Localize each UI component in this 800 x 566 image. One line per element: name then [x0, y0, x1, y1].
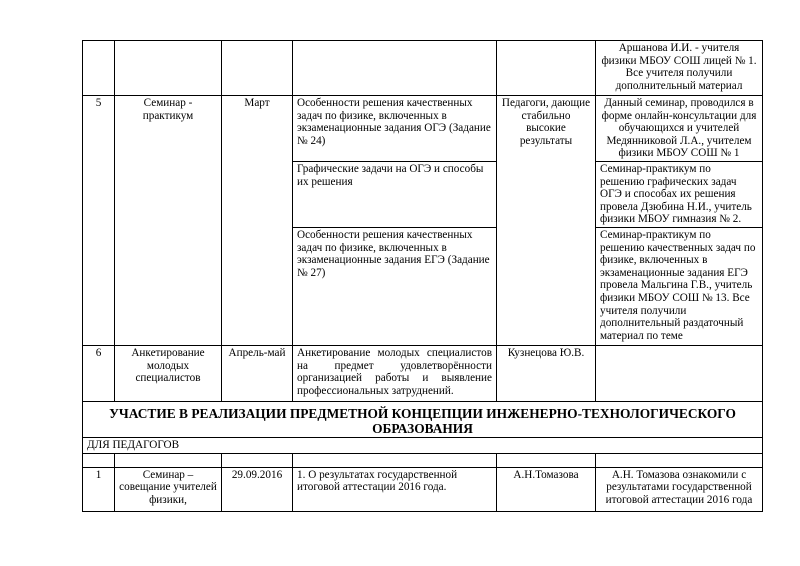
cell-responsible: [497, 41, 596, 96]
cell-topic: [293, 453, 497, 467]
cell-responsible: [497, 453, 596, 467]
cell-form: [115, 41, 222, 96]
cell-date: Апрель-май: [222, 345, 293, 401]
cell-result: [596, 345, 763, 401]
cell-date: Март: [222, 96, 293, 346]
cell-form: [115, 453, 222, 467]
cell-date: 29.09.2016: [222, 467, 293, 511]
cell-form: Анкетирование молодых специалистов: [115, 345, 222, 401]
cell-topic: 1. О результатах государственной итоговой аттестации 2016 года.: [293, 467, 497, 511]
section-heading-row: [83, 401, 763, 437]
cell-responsible: Кузнецова Ю.В.: [497, 345, 596, 401]
table-row: [83, 345, 763, 401]
table-row: [83, 41, 763, 96]
cell-num: 6: [83, 345, 115, 401]
cell-form: Семинар – совещание учителей физики,: [115, 467, 222, 511]
cell-result: А.Н. Томазова ознакомили с результатами государственной итоговой аттестации 2016 года: [596, 467, 763, 511]
events-table: [82, 40, 763, 512]
cell-result: Семинар-практикум по решению графических задач ОГЭ и способах их решения провела Дзюбина Н.И., учитель физики МБОУ гимназия № 2.: [596, 161, 763, 227]
cell-topic: Графические задачи на ОГЭ и способы их решения: [293, 161, 497, 227]
cell-topic: Анкетирование молодых специалистов на предмет удовлетворённости организацией работы и выявление профессиональных затруднений.: [293, 345, 497, 401]
cell-result: Данный семинар, проводился в форме онлайн-консультации для обучающихся и учителей Медянниковой Л.А., учителем физики МБОУ СОШ № 1: [596, 96, 763, 162]
cell-date: [222, 41, 293, 96]
cell-form: Семинар - практикум: [115, 96, 222, 346]
cell-topic: [293, 41, 497, 96]
cell-topic: Особенности решения качественных задач по физике, включенных в экзаменационные задания ЕГЭ (Задание № 27): [293, 227, 497, 345]
cell-responsible: Педагоги, дающие стабильно высокие результаты: [497, 96, 596, 346]
cell-topic: Особенности решения качественных задач по физике, включенных в экзаменационные задания ОГЭ (Задание № 24): [293, 96, 497, 162]
table-row: [83, 96, 763, 162]
cell-date: [222, 453, 293, 467]
cell-result: Семинар-практикум по решению качественных задач по физике, включенных в экзаменационные задания ЕГЭ провела Мальгина Г.В., учитель физики МБОУ СОШ № 13. Все учителя получили дополнительный раздаточный материал по теме: [596, 227, 763, 345]
cell-num: [83, 453, 115, 467]
table-row: [83, 467, 763, 511]
subheading-row: [83, 437, 763, 453]
cell-result: Аршанова И.И. - учителя физики МБОУ СОШ лицей № 1. Все учителя получили дополнительный материал: [596, 41, 763, 96]
section-title: УЧАСТИЕ В РЕАЛИЗАЦИИ ПРЕДМЕТНОЙ КОНЦЕПЦИИ ИНЖЕНЕРНО-ТЕХНОЛОГИЧЕСКОГО ОБРАЗОВАНИЯ: [83, 401, 763, 437]
cell-num: 1: [83, 467, 115, 511]
section-subheading: ДЛЯ ПЕДАГОГОВ: [83, 437, 763, 453]
cell-num: [83, 41, 115, 96]
cell-responsible: А.Н.Томазова: [497, 467, 596, 511]
cell-result: [596, 453, 763, 467]
cell-num: 5: [83, 96, 115, 346]
table-row: [83, 453, 763, 467]
